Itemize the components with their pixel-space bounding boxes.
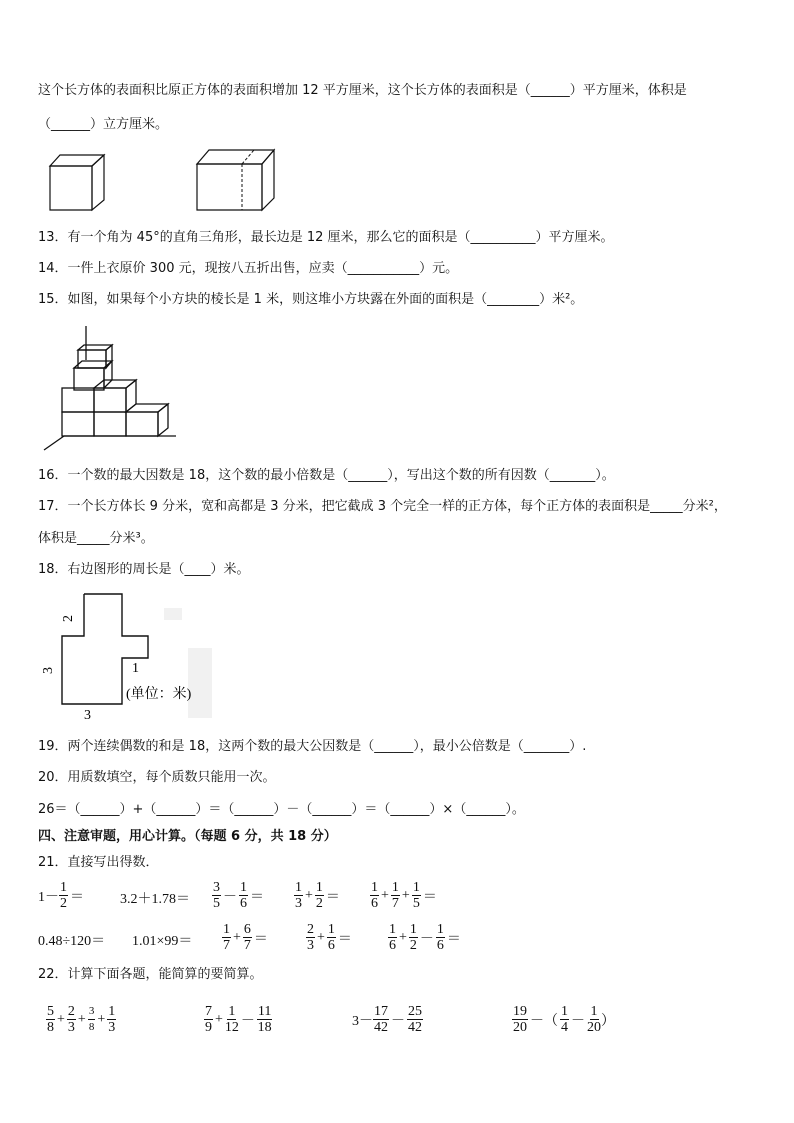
q18: 18．右边图形的周长是（____）米。 [38, 562, 250, 577]
q21-expr-i: $\frac{2}{3}$ + $\frac{1}{6}$ ＝ [307, 922, 352, 953]
q21-expr-j: $\frac{1}{6}$ + $\frac{1}{2}$ － $\frac{1}{6}$ ＝ [389, 922, 461, 953]
q20-line1: 20．用质数填空，每个质数只能用一次。 [38, 770, 276, 785]
q14: 14．一件上衣原价 300 元，现按八五折出售，应卖（___________）元。 [38, 261, 459, 276]
q17-line2: 体积是_____分米³。 [38, 531, 154, 546]
q21-expr-h: $\frac{1}{7}$ + $\frac{6}{7}$ ＝ [223, 922, 268, 953]
perimeter-figure [38, 588, 228, 723]
q12-line2: （______）立方厘米。 [38, 117, 169, 132]
section-heading: 四、注意审题，用心计算。（每题 6 分，共 18 分） [38, 829, 337, 844]
stacked-cubes-figure [40, 324, 180, 454]
q17-line1: 17．一个长方体长 9 分米，宽和高都是 3 分米，把它截成 3 个完全一样的正方体，每个正方体的表面积是_____分米²， [38, 499, 727, 514]
q21-expr-f: 0.48÷120＝ [38, 934, 106, 949]
q15: 15．如图，如果每个小方块的棱长是 1 米，则这堆小方块露在外面的面积是（________）米²。 [38, 292, 584, 307]
q19: 19．两个连续偶数的和是 18，这两个数的最大公因数是（______），最小公倍数是（_______）. [38, 739, 587, 754]
q22-expr-c: 3－ $\frac{17}{42}$ － $\frac{25}{42}$ [352, 1004, 422, 1035]
q12-line1: 这个长方体的表面积比原正方体的表面积增加 12 平方厘米，这个长方体的表面积是（______）平方厘米，体积是 [38, 83, 687, 98]
q20-line2: 26＝（______）+（______）＝（______）－（______）＝（______）×（______）。 [38, 802, 525, 817]
q21-expr-a: 1－ $\frac{1}{2}$ ＝ [38, 880, 84, 911]
q21-expr-b: 3.2＋1.78＝ [120, 892, 190, 907]
label-right: 1 [132, 661, 139, 676]
q21-expr-c: $\frac{3}{5}$ － $\frac{1}{6}$ ＝ [213, 880, 264, 911]
q22-expr-b: $\frac{7}{9}$ + $\frac{1}{12}$ － $\frac{11}{18}$ [205, 1004, 272, 1035]
cuboid-figure [194, 146, 278, 214]
label-left: 3 [41, 667, 56, 674]
q13: 13．有一个角为 45°的直角三角形，最长边是 12 厘米，那么它的面积是（__________）平方厘米。 [38, 230, 614, 245]
q22: 22．计算下面各题，能简算的要简算。 [38, 967, 263, 982]
q21-expr-d: $\frac{1}{3}$ + $\frac{1}{2}$ ＝ [295, 880, 340, 911]
q21-expr-e: $\frac{1}{6}$ + $\frac{1}{7}$ + $\frac{1}{5}$ ＝ [371, 880, 437, 911]
q21-expr-g: 1.01×99＝ [132, 934, 193, 949]
unit-label: (单位：米) [126, 687, 192, 702]
q22-expr-d: $\frac{19}{20}$ －（ $\frac{1}{4}$ － $\frac{1}{20}$ ） [513, 1004, 615, 1035]
label-top: 2 [61, 615, 76, 622]
q16: 16．一个数的最大因数是 18，这个数的最小倍数是（______），写出这个数的所有因数（_______）。 [38, 468, 615, 483]
q21: 21．直接写出得数． [38, 855, 159, 870]
cube-figure [48, 152, 110, 214]
label-bottom: 3 [84, 708, 91, 723]
q22-expr-a: $\frac{5}{8}$ + $\frac{2}{3}$ + $\frac{3}{8}$ + $\frac{1}{3}$ [47, 1004, 116, 1035]
